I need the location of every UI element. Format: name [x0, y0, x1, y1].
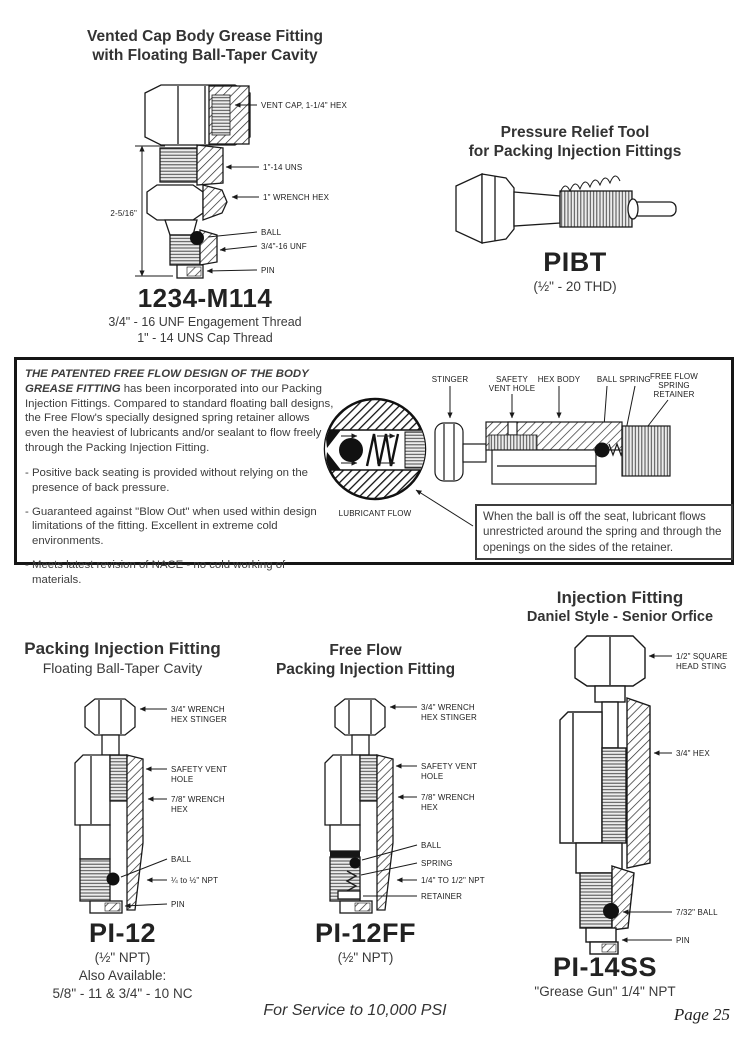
label-vent-2: HOLE — [421, 772, 444, 781]
label-ball: BALL — [261, 228, 282, 237]
pi14ss-drawing — [560, 636, 650, 954]
free-flow-intro — [25, 367, 337, 456]
footer-page-number: Page 25 — [673, 1005, 730, 1024]
vented-cap-diagram — [85, 80, 390, 288]
pi12ff-part-number: PI-12FF — [314, 918, 417, 948]
label-unf: 3/4"-16 UNF — [261, 242, 307, 251]
pi12ff-title-line2: Packing Injection Fitting — [275, 660, 456, 678]
pi14ss-title — [495, 588, 745, 625]
pibt-title-line1: Pressure Relief Tool — [500, 124, 650, 141]
vented-cap-spec2: 1" - 14 UNS Cap Thread — [137, 331, 273, 346]
label-vent-cap: VENT CAP, 1-1/4" HEX — [261, 101, 348, 110]
free-flow-bullet-2: - Guaranteed against "Blow Out" when used within design limitations of the fitting. Excellent in extreme cold environments. — [25, 505, 317, 548]
vented-cap-caption — [40, 283, 370, 347]
label-stinger-1: 3/4" WRENCH — [171, 705, 225, 714]
free-flow-bullet-1: - Positive back seating is provided without relying on the presence of back pressure. — [25, 466, 309, 494]
pi12-drawing — [75, 699, 143, 913]
label-safety-2: VENT HOLE — [488, 384, 536, 393]
free-flow-info-box — [14, 357, 734, 586]
pi12-part-number: PI-12 — [88, 918, 157, 948]
pi12ff-title-line1: Free Flow — [329, 642, 402, 659]
label-head-2: HEAD STING — [676, 662, 727, 671]
pi14ss-title-line1: Injection Fitting — [556, 588, 684, 607]
label-spring: SPRING — [421, 859, 453, 868]
label-retainer-1: FREE FLOW — [649, 372, 699, 381]
pibt-spec: (½" - 20 THD) — [533, 279, 617, 294]
pibt-title-line2: for Packing Injection Fittings — [468, 142, 682, 160]
dimension-label: 2-5/16" — [110, 209, 137, 218]
free-flow-text — [25, 367, 337, 597]
free-flow-intro-rest: has been incorporated into our Packing Injection Fittings. Compared to standard floating ball designs, the Free Flow's specially designed spring retainer allows even the heaviest of lubricants and/or sealant to flow freely through the Packing Injection Fitting. — [25, 382, 334, 455]
pi12ff-caption — [248, 918, 483, 967]
pi12-title-line1: Packing Injection Fitting — [24, 639, 221, 658]
pi12ff-diagram — [305, 693, 520, 921]
label-safety-1: SAFETY — [495, 375, 529, 384]
pi14ss-caption — [505, 952, 705, 1001]
pi14ss-part-number: PI-14SS — [552, 952, 658, 982]
fitting-body-drawing — [147, 145, 227, 278]
pi12-title — [0, 639, 245, 676]
label-spring: SPRING — [619, 375, 651, 384]
vented-cap-title-line2: with Floating Ball-Taper Cavity — [92, 46, 318, 64]
label-head-1: 1/2" SQUARE — [676, 652, 728, 661]
label-pin: PIN — [261, 266, 275, 275]
pi12-title-line2: Floating Ball-Taper Cavity — [42, 659, 203, 676]
label-ball: BALL — [596, 375, 618, 384]
pibt-caption — [425, 247, 725, 296]
pibt-part-number: PIBT — [543, 247, 607, 277]
pi12-also1: Also Available: — [78, 968, 167, 984]
pi14ss-title-line2: Daniel Style - Senior Orfice — [526, 608, 714, 625]
pibt-title — [425, 124, 725, 162]
pi12ff-drawing — [325, 699, 393, 913]
label-pin: PIN — [676, 936, 690, 945]
label-ball: BALL — [171, 855, 192, 864]
label-uns: 1"-14 UNS — [263, 163, 303, 172]
label-vent-1: SAFETY VENT — [421, 762, 478, 771]
label-ball: 7/32" BALL — [676, 908, 718, 917]
label-retainer-2: SPRING — [658, 381, 690, 390]
free-flow-caption: When the ball is off the seat, lubricant flows unrestricted around the spring and through the openings on the sides of the retainer. — [475, 504, 733, 560]
label-npt: 1/4" TO 1/2" NPT — [421, 876, 485, 885]
free-flow-bullet-3: - Meets latest revision of NACE - no cold working of materials. — [25, 559, 286, 586]
label-stinger-2: HEX STINGER — [421, 713, 477, 722]
vented-cap-spec1: 3/4" - 16 UNF Engagement Thread — [108, 315, 302, 329]
pibt-diagram — [448, 166, 698, 251]
vented-cap-title — [40, 28, 370, 66]
label-stinger-1: 3/4" WRENCH — [421, 703, 475, 712]
label-pin: PIN — [171, 900, 185, 909]
label-vent-2: HOLE — [171, 775, 194, 784]
free-flow-intro-lead: THE PATENTED FREE FLOW DESIGN OF THE BODY GREASE FITTING — [25, 368, 309, 395]
label-retainer-3: RETAINER — [653, 390, 695, 399]
label-hex-2: HEX — [171, 805, 188, 814]
pibt-drawing — [456, 174, 676, 243]
vented-cap-title-line1: Vented Cap Body Grease Fitting — [87, 28, 323, 45]
pi12-also2: 5/8" - 11 & 3/4" - 10 NC — [52, 986, 193, 1002]
label-hex-2: HEX — [421, 803, 438, 812]
pi12-spec: (½" NPT) — [94, 950, 151, 965]
free-flow-assembly — [435, 422, 670, 484]
label-hex-1: 7/8" WRENCH — [171, 795, 225, 804]
footer-service-note: For Service to 10,000 PSI — [263, 1002, 447, 1019]
label-hex-body: HEX BODY — [537, 375, 581, 384]
label-npt: ¼ to ½" NPT — [171, 876, 219, 885]
pi12-diagram — [55, 693, 270, 921]
label-retainer: RETAINER — [421, 892, 463, 901]
pi12ff-title — [248, 642, 483, 680]
label-vent-1: SAFETY VENT — [171, 765, 228, 774]
label-hex: 3/4" HEX — [676, 749, 710, 758]
pi14ss-diagram — [540, 628, 750, 960]
label-wrench-hex: 1" WRENCH HEX — [263, 193, 330, 202]
label-ball: BALL — [421, 841, 442, 850]
label-stinger-2: HEX STINGER — [171, 715, 227, 724]
pi14ss-spec: "Grease Gun" 1/4" NPT — [534, 984, 676, 999]
label-lubricant-flow: LUBRICANT FLOW — [338, 509, 412, 518]
label-hex-1: 7/8" WRENCH — [421, 793, 475, 802]
pi12ff-spec: (½" NPT) — [337, 950, 394, 965]
label-stinger: STINGER — [431, 375, 469, 384]
vent-cap-drawing — [145, 85, 250, 145]
vented-cap-part-number: 1234-M114 — [137, 283, 273, 313]
pi12-caption — [0, 918, 245, 1004]
